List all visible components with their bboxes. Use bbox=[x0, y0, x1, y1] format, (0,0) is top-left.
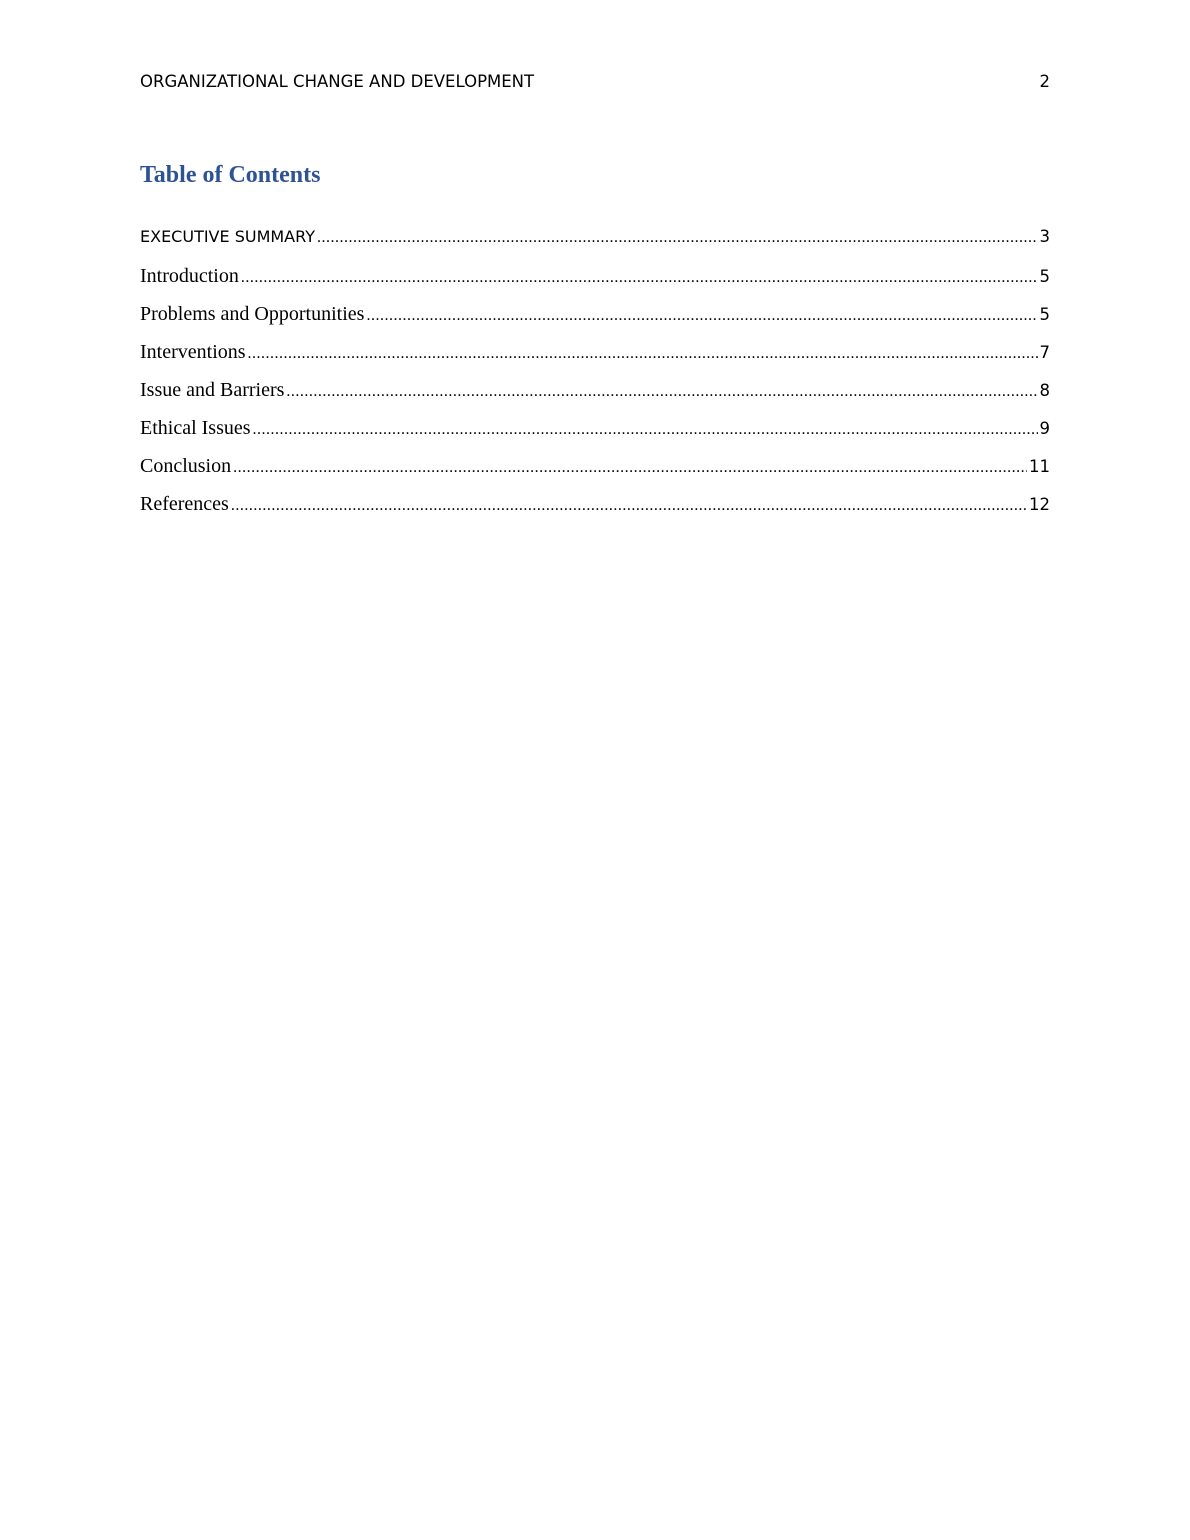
toc-entry-conclusion[interactable] bbox=[140, 455, 1050, 493]
toc-entry-executive-summary[interactable] bbox=[140, 227, 1050, 265]
toc-dot-leader bbox=[286, 383, 1037, 401]
toc-dot-leader bbox=[231, 497, 1027, 515]
toc-entry-page: 7 bbox=[1039, 343, 1050, 362]
table-of-contents bbox=[140, 227, 1050, 531]
toc-dot-leader bbox=[241, 269, 1038, 287]
toc-entry-issue-and-barriers[interactable] bbox=[140, 379, 1050, 417]
toc-dot-leader bbox=[317, 229, 1038, 247]
toc-entry-interventions[interactable] bbox=[140, 341, 1050, 379]
page-number: 2 bbox=[1039, 72, 1050, 91]
toc-entry-label: Ethical Issues bbox=[140, 417, 251, 439]
toc-entry-page: 3 bbox=[1039, 227, 1050, 246]
toc-title: Table of Contents bbox=[140, 162, 321, 188]
toc-entry-page: 5 bbox=[1039, 267, 1050, 286]
toc-dot-leader bbox=[233, 459, 1027, 477]
toc-entry-label: Problems and Opportunities bbox=[140, 303, 365, 325]
toc-dot-leader bbox=[248, 345, 1038, 363]
toc-entry-page: 5 bbox=[1039, 305, 1050, 324]
toc-entry-page: 9 bbox=[1039, 419, 1050, 438]
toc-entry-ethical-issues[interactable] bbox=[140, 417, 1050, 455]
toc-entry-introduction[interactable] bbox=[140, 265, 1050, 303]
toc-dot-leader bbox=[366, 307, 1037, 325]
toc-entry-label: Introduction bbox=[140, 265, 239, 287]
toc-dot-leader bbox=[253, 421, 1038, 439]
toc-entry-label: Conclusion bbox=[140, 455, 232, 477]
toc-entry-page: 12 bbox=[1029, 495, 1050, 514]
toc-entry-label: Issue and Barriers bbox=[140, 379, 285, 401]
toc-entry-label: EXECUTIVE SUMMARY bbox=[140, 227, 315, 246]
toc-entry-problems-and-opportunities[interactable] bbox=[140, 303, 1050, 341]
toc-entry-label: References bbox=[140, 493, 229, 515]
toc-entry-page: 11 bbox=[1029, 457, 1050, 476]
toc-entry-references[interactable] bbox=[140, 493, 1050, 531]
running-head: ORGANIZATIONAL CHANGE AND DEVELOPMENT bbox=[140, 72, 535, 91]
toc-entry-page: 8 bbox=[1039, 381, 1050, 400]
toc-entry-label: Interventions bbox=[140, 341, 246, 363]
page-header bbox=[140, 72, 1050, 96]
